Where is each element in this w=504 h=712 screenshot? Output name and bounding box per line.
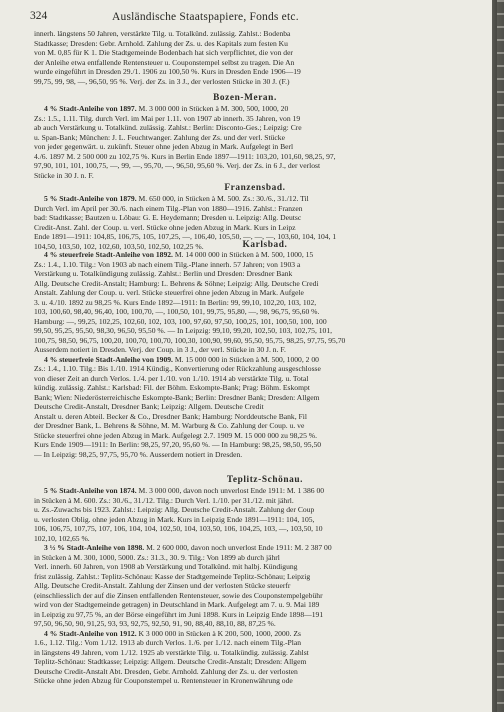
loan-title: 4 % steuerfreie Stadt-Anleihe von 1892. — [44, 250, 173, 259]
text-line: Hamburg: —, 99,25, 102,25, 102,60, 102, 103, 100, 97,60, 97,50, 100,25, 101, 100,50, 100, 100 — [34, 316, 327, 326]
intro-paragraph — [34, 29, 492, 86]
text-span: M. 650 000, in Stücken à M. 500. Zs.: 30./6., 31./12. Til — [138, 194, 309, 203]
running-header — [30, 10, 470, 26]
loan-title: 3 ½ % Stadt-Anleihe von 1898. — [44, 543, 145, 552]
text-line: u. Zs.-Zuwachs bis 1923. Zahlst.: Leipzig: Allg. Deutsche Credit-Anstalt. Zahlung der Coup — [34, 505, 315, 514]
section-heading-bozen-meran: Bozen-Meran. — [213, 93, 277, 103]
text-span: M. 3 000 000 in Stücken à M. 300, 500, 1000, 20 — [138, 104, 289, 113]
text-line: in Leipzig zu 97,75 %, an der Börse eingeführt im Juni 1898. Kurs in Leipzig Ende 1898—191 — [34, 609, 324, 619]
adjacent-page-strip — [497, 0, 504, 712]
text-line — [34, 250, 492, 260]
loan-title: 4 % steuerfreie Stadt-Anleihe von 1909. — [44, 354, 173, 364]
page-title: Ausländische Staatspapiere, Fonds etc. — [112, 11, 299, 23]
text-line: Zs.: 1.5., 1.11. Tilg. durch Verl. im Mai per 1.11. von 1907 ab innerh. 35 Jahren, von 19 — [34, 113, 301, 123]
text-line — [34, 104, 492, 114]
text-line: 97,90, 101, 101, 100,75, —, 99, —, 95,70, —, 96,50, 95,60 %. Verj. der Zs. in 6 J., der verlost — [34, 161, 321, 170]
text-line: — In Leipzig: 98,25, 97,75, 95,70 %. Ausserdem notiert in Dresden. — [34, 449, 243, 459]
text-line: Anstalt. Zahlung der Coup. u. verl. Stücke steuerfrei ohne jeden Abzug in Mark. Aufgele — [34, 288, 304, 297]
text-line: von dieser Zeit an durch Verlos. 1./4. per 1./10. von 1./10. 1914 ab verstärkte Tilg. u. Total — [34, 373, 309, 383]
text-span: M. 15 000 000 in Stücken à M. 500, 1000, 2 00 — [174, 354, 319, 364]
text-line: Ende 1891—1911: 104,85, 106,75, 105, 107,25, —, 106,40, 105,50, —, —, —, 103,60, 104, 104, 1 — [34, 232, 337, 241]
text-line: 106, 106,75, 107,75, 107, 106, 104, 104, 102,50, 104, 103,50, 106, 104,25, 103, —, 103,50, 10 — [34, 524, 323, 533]
text-line: u. Span-Bank; München: J. L. Feuchtwanger. Zahlung der Zs. und der verl. Stücke — [34, 132, 285, 142]
loan-title: 4 % Stadt-Anleihe von 1897. — [44, 104, 137, 113]
section-body-karlsbad — [34, 250, 492, 459]
text-line: Zs.: 1.4., 1.10. Tilg.: Von 1903 ab nach einem Tilg.-Plane innerh. 57 Jahren; von 1903 a — [34, 259, 301, 269]
text-line: 100,75, 98,50, 96,75, 100,20, 100,70, 100,70, 100,30, 100,90, 99,60, 95,50, 95,75, 98,25, 97,75, 95,70 — [34, 335, 346, 345]
text-line: ab auch Verstärkung u. Totalkünd. zulässig. Zahlst.: Berlin: Disconto-Ges.; Leipzig: Cre — [34, 123, 302, 132]
text-line: wird von der Stadtgemeinde getragen) in Deutschland in Mark. Aufgelegt am 7. u. 9. Mai 189 — [34, 600, 320, 609]
text-line: Allg. Deutsche Credit-Anstalt. Zahlung der Zinsen und der verlosten Stücke steuerfr — [34, 581, 291, 590]
text-line: von jeder gegenwärt. u. zukünft. Steuer ohne jeden Abzug in Mark. Aufgelegt in Berl — [34, 142, 294, 151]
text-line: 3. u. 4./10. 1892 zu 98,25 %. Kurs Ende 1892—1911: In Berlin: 99, 99,10, 102,20, 103, 102, — [34, 297, 317, 307]
text-span: M. 2 600 000, davon noch unverlost Ende 1911: M. 2 387 00 — [146, 543, 332, 552]
text-line: 99,75, 99, 98, —, 96,50, 95 %. Verj. der Zs. in 3 J., der verlosten Stücke in 30 J. (F.) — [34, 76, 290, 86]
text-line: Ausserdem notiert in Dresden. Verj. der Coup. in 3 J., der verl. Stücke in 30 J. n. F. — [34, 345, 286, 354]
text-line: u. verlosten Oblig. ohne jeden Abzug in Mark. Kurs in Leipzig Ende 1891—1911: 104, 105, — [34, 514, 315, 524]
text-line: in längstens 49 Jahren, vom 1./12. 1925 ab verstärkte Tilg. u. Totalkündig. zulässig. Zahlst — [34, 647, 309, 657]
text-line: Stadtkasse; Dresden: Gebr. Arnhold. Zahlung der Zs. u. des Kapitals zum festen Ku — [34, 38, 288, 48]
text-line: Stücke in 30 J. n. F. — [34, 170, 94, 180]
text-line — [34, 355, 492, 365]
text-line: Verstärkung u. Totalkündigung zulässig. Zahlst.: Berlin und Dresden: Dresdner Bank — [34, 269, 293, 278]
text-line: von M. 0,85 für K 1. Die Stadtgemeinde Bodenbach hat sich verpflichtet, die von der — [34, 48, 293, 57]
section-heading-franzensbad: Franzensbad. — [224, 183, 286, 193]
text-line: frist zulässig. Zahlst.: Teplitz-Schönau: Kasse der Stadtgemeinde Teplitz-Schönau; Leipzig — [34, 571, 311, 581]
text-line: Stücke ohne jeden Abzug für Couponstempel u. Rentensteuer in Kronenwährung ode — [34, 676, 293, 685]
text-line: 97,50, 96,50, 90, 91,25, 93, 93, 92,75, 92,50, 91, 90, 88,40, 88,10, 88, 87,25 %. — [34, 619, 276, 628]
text-line: 4./6. 1897 M. 2 500 000 zu 102,75 %. Kurs in Berlin Ende 1897—1911: 103,20, 101,60, 98,25, 97, — [34, 151, 336, 161]
text-line: Credit-Anst. Zahl. der Coup. u. verl. Stücke ohne jeden Abzug in Mark. Kurs in Leipz — [34, 222, 296, 232]
loan-title: 5 % Stadt-Anleihe von 1874. — [44, 486, 137, 495]
text-line: Anstalt u. deren Abteil. Becker & Co., Dresdner Bank; Hamburg: Norddeutsche Bank, Fil — [34, 411, 307, 421]
text-line — [34, 194, 492, 204]
text-line: 103, 100,60, 98,40, 96,40, 100, 100,70, —, 100,50, 101, 99,75, 95,80, —, 98, 96,75, 95,60 %. — [34, 307, 320, 316]
text-line: Kurs Ende 1909—1911: In Berlin: 98,25, 97,20, 95,60 %. — In Hamburg: 98,25, 98,50, 95,50 — [34, 440, 322, 449]
text-line: der Anleihe etwa entfallende Rentensteuer u. Couponstempel selbst zu tragen. Die An — [34, 57, 295, 67]
loan-title: 4 % Stadt-Anleihe von 1912. — [44, 628, 137, 638]
text-line — [34, 543, 492, 553]
section-body-bozen-meran — [34, 104, 492, 180]
section-heading-karlsbad: Karlsbad. — [242, 240, 288, 250]
text-line — [34, 629, 492, 639]
text-line: in Stücken à M. 600. Zs.: 30./6., 31./12. Tilg.: Durch Verl. 1./10. per 31./12. mit jährl. — [34, 495, 294, 505]
text-line: 104,50, 103,50, 102, 102,60, 103,50, 102,50, 102,25 %. — [34, 241, 204, 251]
page-number: 324 — [30, 10, 48, 22]
text-line: innerh. längstens 50 Jahren, verstärkte Tilg. u. Totalkünd. zulässig. Zahlst.: Bodenba — [34, 29, 291, 38]
text-span: K 3 000 000 in Stücken à K 200, 500, 1000, 2000. Zs — [138, 628, 301, 638]
text-span: M. 14 000 000 in Stücken à M. 500, 1000, 15 — [174, 250, 314, 259]
text-span: M. 3 000 000, davon noch unverlost Ende 1911: M. 1 386 00 — [138, 486, 325, 495]
text-line: Deutsche Credit-Anstalt Abt. Dresden, Gebr. Arnhold. Zahlung der Zs. u. der verlosten — [34, 666, 298, 676]
loan-title: 5 % Stadt-Anleihe von 1879. — [44, 194, 137, 203]
text-line: Durch Verl. im April per 30./6. nach einem Tilg.-Plan von 1880—1916. Zahlst.: Franzen — [34, 203, 303, 213]
text-line: der Dresdner Bank, L. Behrens & Söhne, M. M. Warburg & Co. Zahlung der Coup. u. ve — [34, 421, 305, 430]
text-line — [34, 486, 492, 496]
text-line: Bank; Wien: Niederösterreichische Eskompte-Bank; Berlin: Dresdner Bank; Dresden: Allgem — [34, 392, 320, 402]
text-line: Deutsche Credit-Anstalt, Dresdner Bank; Leipzig: Allgem. Deutsche Credit — [34, 402, 264, 411]
text-line: Teplitz-Schönau: Stadtkasse; Leipzig: Allgem. Deutsche Credit-Anstalt; Dresden: Allgem — [34, 657, 307, 666]
text-line: Allg. Deutsche Credit-Anstalt; Hamburg: L. Behrens & Söhne; Leipzig: Allg. Deutsche Credi — [34, 278, 319, 288]
text-line: Zs.: 1.4., 1.10. Tilg.: Bis 1./10. 1914 Kündig., Konvertierung oder Rückzahlung ausgeschlosse — [34, 364, 321, 373]
text-line: (einschliesslich der auf die Zinsen entfallenden Rentensteuer, sowie des Couponstempelgebühr — [34, 590, 323, 600]
text-line: in Stücken à M. 300, 1000, 5000. Zs.: 31.3., 30. 9. Tilg.: Von 1899 ab durch jährl — [34, 552, 280, 562]
text-line: wurde eingeführt in Dresden 29./1. 1906 zu 100,50 %. Kurs in Dresden Ende 1906—19 — [34, 67, 301, 76]
text-line: 99,50, 95,25, 95,50, 98,30, 96,50, 95,50 %. — In Leipzig: 99,10, 99,20, 102,50, 103, 102,75, 101, — [34, 326, 333, 335]
text-line: Verl. innerh. 60 Jahren, von 1908 ab Verstärkung und Totalkünd. mit halbj. Kündigung — [34, 562, 298, 571]
text-line: 1.6., 1.12. Tilg.: Vom 1./12. 1913 ab durch Verlos. 1./6. per 1./12. nach einem Tilg.-Plan — [34, 638, 302, 647]
text-line: Stücke steuerfrei ohne jeden Abzug in Mark. Aufgelegt 2.7. 1909 M. 15 000 000 zu 98,25 %. — [34, 430, 318, 440]
section-body-teplitz-schoenau — [34, 486, 492, 686]
section-heading-teplitz-schoenau: Teplitz-Schönau. — [226, 475, 304, 485]
text-line: bad: Stadtkasse; Bautzen u. Löbau: G. E. Heydemann; Dresden u. Leipzig: Allg. Deutsc — [34, 213, 302, 222]
text-line: 102,10, 102,65 %. — [34, 533, 90, 543]
text-line: kündig. zulässig. Zahlst.: Karlsbad: Fil. der Böhm. Eskompte-Bank; Prag: Böhm. Eskompt — [34, 383, 310, 392]
